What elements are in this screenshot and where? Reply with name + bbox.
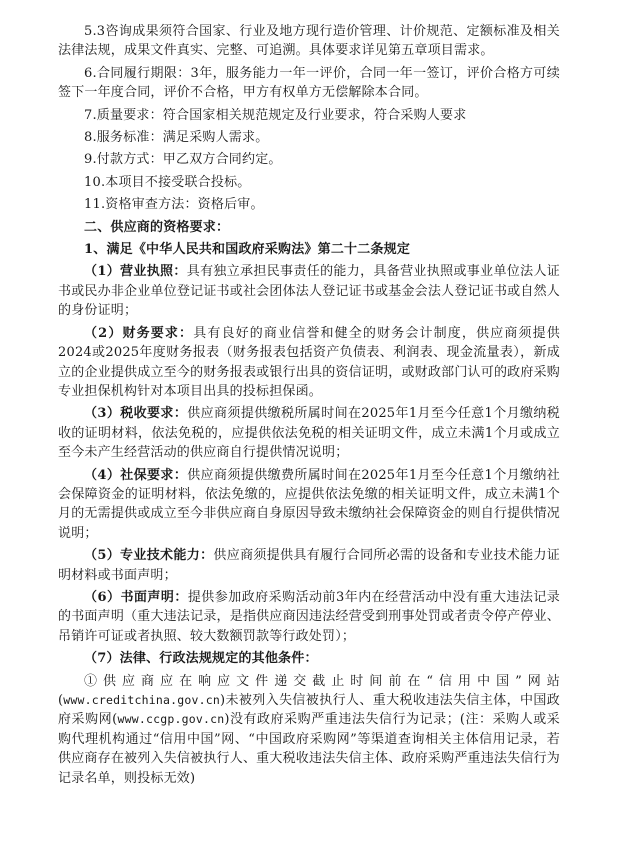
subheading-procurement-law: 1、满足《中华人民共和国政府采购法》第二十二条规定 bbox=[84, 242, 411, 258]
requirement-text: 供应商须提供缴费所属时间在2025年1月至今任意1个月缴纳社会保障资金的证明材料，依法免缴的，应提供依法免缴的相关证明文件，成立未满1个月的无需提供或成立至今非供应商自身原因导致未缴纳社会保障资金的则自行提供情况说明； bbox=[58, 467, 560, 541]
section-heading-qualifications: 二、供应商的资格要求： bbox=[84, 219, 230, 235]
ccgp-url: www.ccgp.gov.cn bbox=[117, 712, 225, 727]
clause-5-3: 5.3咨询成果须符合国家、行业及地方现行造价管理、计价规范、定额标准及相关法律法规，成果文件真实、完整、可追溯。具体要求详见第五章项目需求。 bbox=[58, 24, 560, 59]
credit-text-b: )未被列入失信被执行人、重大税收违法失信主体，中国政府采购网( bbox=[58, 693, 560, 728]
clause-6-contract-term: 6.合同履行期限：3年，服务能力一年一评价，合同一年一签订，评价合格方可续签下一年度合同，评价不合格，甲方有权单方无偿解除本合同。 bbox=[58, 65, 560, 101]
requirement-financial bbox=[58, 324, 560, 402]
requirement-written-statement bbox=[58, 588, 560, 646]
requirement-label: （1）营业执照： bbox=[84, 264, 187, 280]
requirement-label: （3）税收要求： bbox=[84, 406, 188, 422]
requirement-label: （6）书面声明： bbox=[84, 589, 188, 605]
requirement-text: 提供参加政府采购活动前3年内在经营活动中没有重大违法记录的书面声明（重大违法记录，是指供应商因违法经营受到刑事处罚或者责令停产停业、吊销许可证或者执照、较大数额罚款等行政处罚）； bbox=[58, 589, 560, 644]
requirement-label: （2）财务要求： bbox=[84, 325, 194, 341]
requirement-social-security bbox=[58, 466, 560, 544]
requirement-tax bbox=[58, 404, 560, 462]
clause-9-payment: 9.付款方式：甲乙双方合同约定。 bbox=[84, 152, 282, 168]
requirement-label: （5）专业技术能力： bbox=[84, 548, 214, 564]
requirement-label: （4）社保要求： bbox=[84, 467, 188, 483]
clause-8-service-standard: 8.服务标准：满足采购人需求。 bbox=[84, 130, 269, 146]
requirement-credit-check bbox=[58, 672, 560, 788]
requirement-other-conditions: （7）法律、行政法规规定的其他条件： bbox=[84, 651, 318, 667]
requirement-business-license bbox=[58, 262, 560, 320]
clause-7-quality: 7.质量要求：符合国家相关规范规定及行业要求，符合采购人要求 bbox=[84, 107, 467, 123]
credit-text-a: ①供应商应在响应文件递交截止时间前在“信用中国”网站( bbox=[58, 673, 560, 708]
requirement-text: 供应商须提供缴税所属时间在2025年1月至今任意1个月缴纳税收的证明材料，依法免税的，应提供依法免税的相关证明文件，成立未满1个月或成立至今未产生经营活动的供应商自行提供情况说明； bbox=[58, 406, 560, 461]
requirement-text: 具有良好的商业信誉和健全的财务会计制度，供应商须提供2024或2025年度财务报表（财务报表包括资产负债表、利润表、现金流量表），新成立的企业提供成立至今的财务报表或银行出具的资信证明，或财政部门认可的政府采购专业担保机构针对本项目出具的投标担保函。 bbox=[58, 325, 560, 399]
requirement-technical-capability bbox=[58, 546, 560, 585]
creditchina-url: www.creditchina.gov.cn bbox=[63, 693, 221, 707]
requirement-text: 具有独立承担民事责任的能力，具备营业执照或事业单位法人证书或民办非企业单位登记证书或社会团体法人登记证书或基金会法人登记证书或自然人的身份证明； bbox=[58, 264, 560, 319]
clause-10-joint-bid: 10.本项目不接受联合投标。 bbox=[84, 174, 251, 190]
credit-text-c: )没有政府采购严重违法失信行为记录；(注：采购人或采购代理机构通过“信用中国”网、“中国政府采购网”等渠道查询相关主体信用记录，若供应商存在被列入失信被执行人、重大税收违法失信主体、政府采购严重违法失信行为记录名单，则投标无效) bbox=[58, 712, 560, 786]
clause-11-review-method: 11.资格审查方法：资格后审。 bbox=[84, 197, 264, 213]
requirement-text: 供应商须提供具有履行合同所必需的设备和专业技术能力证明材料或书面声明； bbox=[58, 548, 560, 583]
